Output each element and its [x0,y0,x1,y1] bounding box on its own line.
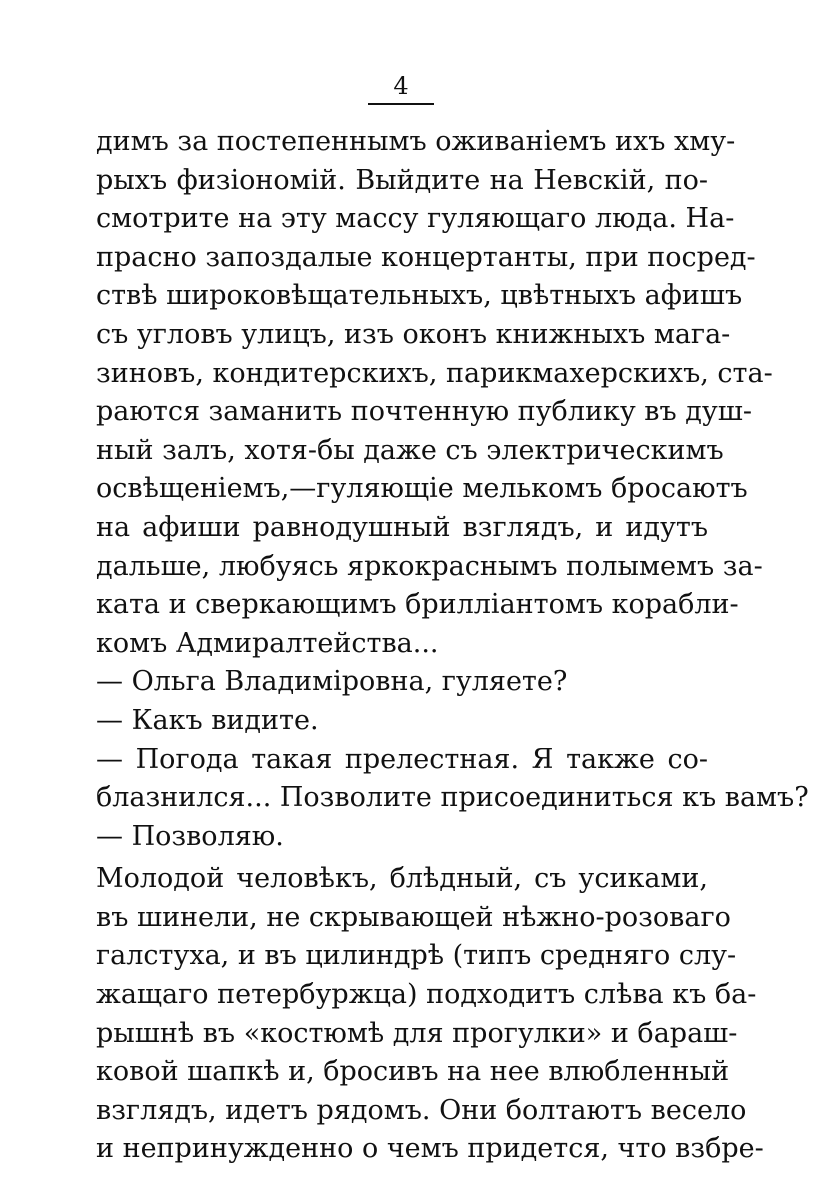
text-line-7: зиновъ, кондитерскихъ, парикмахерскихъ, ста- [96,357,773,389]
dialogue-line-5: — Позволяю. [96,820,284,852]
dialogue-line-4: блазнился... Позволите присоединиться къ вамъ? [96,782,809,814]
text-line-18: жащаго петербуржца) подходитъ слѣва къ ба- [96,979,757,1011]
text-line-22: и непринужденно о чемъ придется, что взбре- [96,1133,764,1165]
text-line-14: комъ Адмиралтейства... [96,627,439,659]
page-number-rule [368,103,434,105]
text-line-1: димъ за постепеннымъ оживаніемъ ихъ хму- [96,126,736,157]
text-line-13: ката и сверкающимъ брилліантомъ корабли- [96,589,739,621]
text-line-15: Молодой человѣкъ, блѣдный, съ усиками, [96,863,708,895]
page-number: 4 [393,72,409,100]
text-line-2: рыхъ физіономій. Выйдите на Невскій, по- [96,164,708,196]
text-line-20: ковой шапкѣ и, бросивъ на нее влюбленный [96,1056,730,1088]
text-line-9: ный залъ, хотя-бы даже съ электрическимъ [96,434,724,466]
text-line-8: раются заманить почтенную публику въ душ- [96,396,753,428]
text-line-12: дальше, любуясь яркокраснымъ полымемъ за- [96,550,763,582]
text-line-5: ствѣ широковѣщательныхъ, цвѣтныхъ афишъ [96,280,743,312]
dialogue-line-2: — Какъ видите. [96,704,319,736]
text-line-17: галстуха, и въ цилиндрѣ (типъ средняго слу- [96,940,737,972]
body-text [96,123,809,1169]
text-line-6: съ угловъ улицъ, изъ оконъ книжныхъ мага- [96,318,731,350]
dialogue-line-3: — Погода такая прелестная. Я также со- [96,743,708,775]
text-line-11: на афиши равнодушный взглядъ, и идутъ [96,511,708,543]
text-line-16: въ шинели, не скрывающей нѣжно-розоваго [96,901,731,933]
text-line-4: прасно запоздалые концертанты, при посред- [96,241,756,273]
text-line-3: смотрите на эту массу гуляющаго люда. На- [96,203,735,235]
text-line-21: взглядъ, идетъ рядомъ. Они болтаютъ весело [96,1094,747,1126]
dialogue-line-1: — Ольга Владиміровна, гуляете? [96,666,568,698]
text-line-10: освѣщеніемъ,—гуляющіе мелькомъ бросаютъ [96,473,748,505]
text-line-19: рышнѣ въ «костюмѣ для прогулки» и бараш- [96,1017,738,1049]
